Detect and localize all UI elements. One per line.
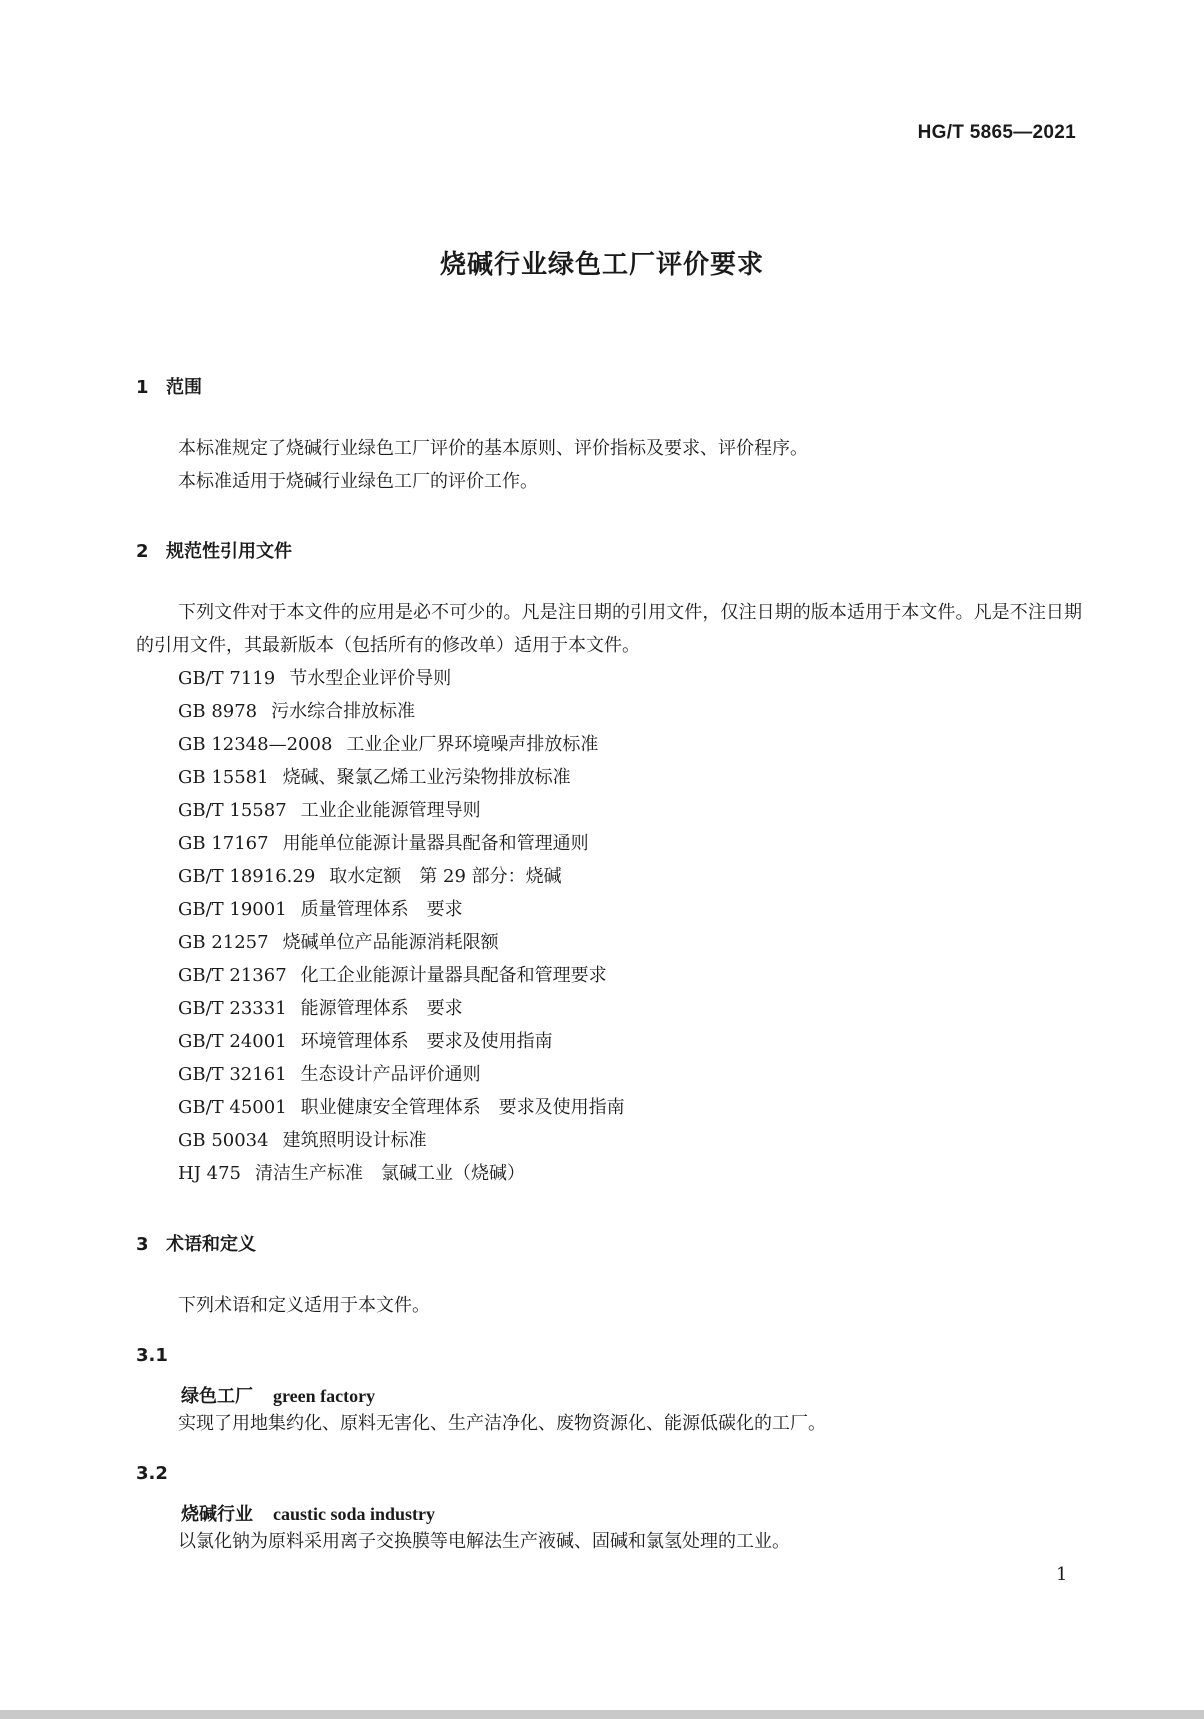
reference-item [178, 959, 625, 992]
reference-code: GB/T 45001 [178, 1097, 287, 1118]
reference-item [178, 827, 625, 860]
reference-code: GB/T 24001 [178, 1031, 287, 1052]
scope-paragraph-2: 本标准适用于烧碱行业绿色工厂的评价工作。 [178, 471, 538, 492]
section-title: 规范性引用文件 [166, 541, 292, 562]
reference-code: GB 15581 [178, 767, 269, 788]
term-heading [181, 1500, 435, 1526]
reference-item [178, 1124, 625, 1157]
reference-code: GB 17167 [178, 833, 269, 854]
section-number: 2 [136, 541, 149, 562]
reference-code: GB 50034 [178, 1130, 269, 1151]
reference-item [178, 728, 625, 761]
reference-item [178, 992, 625, 1025]
term-definition: 实现了用地集约化、原料无害化、生产洁净化、废物资源化、能源低碳化的工厂。 [178, 1413, 826, 1434]
reference-title: 工业企业能源管理导则 [300, 800, 481, 821]
reference-title: 污水综合排放标准 [271, 701, 416, 722]
reference-code: GB/T 32161 [178, 1064, 287, 1085]
reference-code: GB 21257 [178, 932, 269, 953]
term-name-cn: 绿色工厂 [181, 1386, 253, 1407]
reference-title: 用能单位能源计量器具配备和管理通则 [282, 833, 589, 854]
reference-code: GB/T 23331 [178, 998, 287, 1019]
reference-title: 烧碱单位产品能源消耗限额 [282, 932, 499, 953]
reference-title: 烧碱、聚氯乙烯工业污染物排放标准 [282, 767, 571, 788]
reference-title: 化工企业能源计量器具配备和管理要求 [300, 965, 607, 986]
reference-item [178, 695, 625, 728]
section-heading-scope [136, 373, 202, 399]
reference-item [178, 860, 625, 893]
reference-item [178, 1157, 625, 1190]
term-heading [181, 1382, 375, 1408]
reference-title: 环境管理体系 要求及使用指南 [300, 1031, 553, 1052]
reference-code: GB 8978 [178, 701, 258, 722]
reference-code: GB/T 18916.29 [178, 866, 316, 887]
scope-paragraph-1: 本标准规定了烧碱行业绿色工厂评价的基本原则、评价指标及要求、评价程序。 [178, 438, 808, 459]
reference-item [178, 794, 625, 827]
section-heading-terms [136, 1230, 256, 1256]
reference-title: 节水型企业评价导则 [289, 668, 452, 689]
references-intro-paragraph: 下列文件对于本文件的应用是必不可少的。凡是注日期的引用文件，仅注日期的版本适用于本文件。凡是不注日期的引用文件，其最新版本（包括所有的修改单）适用于本文件。 [136, 602, 1082, 656]
reference-title: 取水定额 第 29 部分：烧碱 [329, 866, 562, 887]
reference-code: GB/T 7119 [178, 668, 276, 689]
reference-title: 能源管理体系 要求 [300, 998, 463, 1019]
terms-intro: 下列术语和定义适用于本文件。 [178, 1295, 430, 1316]
reference-item [178, 893, 625, 926]
section-title: 术语和定义 [166, 1234, 256, 1255]
section-number: 1 [136, 377, 149, 398]
term-name-en: caustic soda industry [273, 1504, 436, 1524]
reference-item [178, 1058, 625, 1091]
reference-code: GB/T 19001 [178, 899, 287, 920]
reference-item [178, 926, 625, 959]
reference-list [178, 662, 625, 1190]
reference-item [178, 1091, 625, 1124]
reference-title: 职业健康安全管理体系 要求及使用指南 [300, 1097, 625, 1118]
reference-item [178, 1025, 625, 1058]
reference-title: 质量管理体系 要求 [300, 899, 463, 920]
page-number: 1 [1056, 1564, 1068, 1585]
section-number: 3 [136, 1234, 149, 1255]
bottom-scroll-strip [0, 1710, 1204, 1719]
reference-title: 建筑照明设计标准 [282, 1130, 427, 1151]
reference-title: 生态设计产品评价通则 [300, 1064, 481, 1085]
reference-title: 工业企业厂界环境噪声排放标准 [346, 734, 599, 755]
reference-item [178, 662, 625, 695]
reference-title: 清洁生产标准 氯碱工业（烧碱） [255, 1163, 525, 1184]
term-number: 3.1 [136, 1345, 168, 1366]
reference-code: GB 12348—2008 [178, 734, 333, 755]
reference-code: HJ 475 [178, 1163, 241, 1184]
section-title: 范围 [166, 377, 202, 398]
reference-code: GB/T 21367 [178, 965, 287, 986]
standard-code: HG/T 5865—2021 [917, 122, 1076, 143]
reference-item [178, 761, 625, 794]
section-heading-normative-references [136, 537, 292, 563]
term-definition: 以氯化钠为原料采用离子交换膜等电解法生产液碱、固碱和氯氢处理的工业。 [178, 1531, 790, 1552]
reference-code: GB/T 15587 [178, 800, 287, 821]
term-name-cn: 烧碱行业 [181, 1504, 253, 1525]
document-title: 烧碱行业绿色工厂评价要求 [439, 250, 764, 280]
term-name-en: green factory [273, 1386, 376, 1406]
term-number: 3.2 [136, 1463, 168, 1484]
